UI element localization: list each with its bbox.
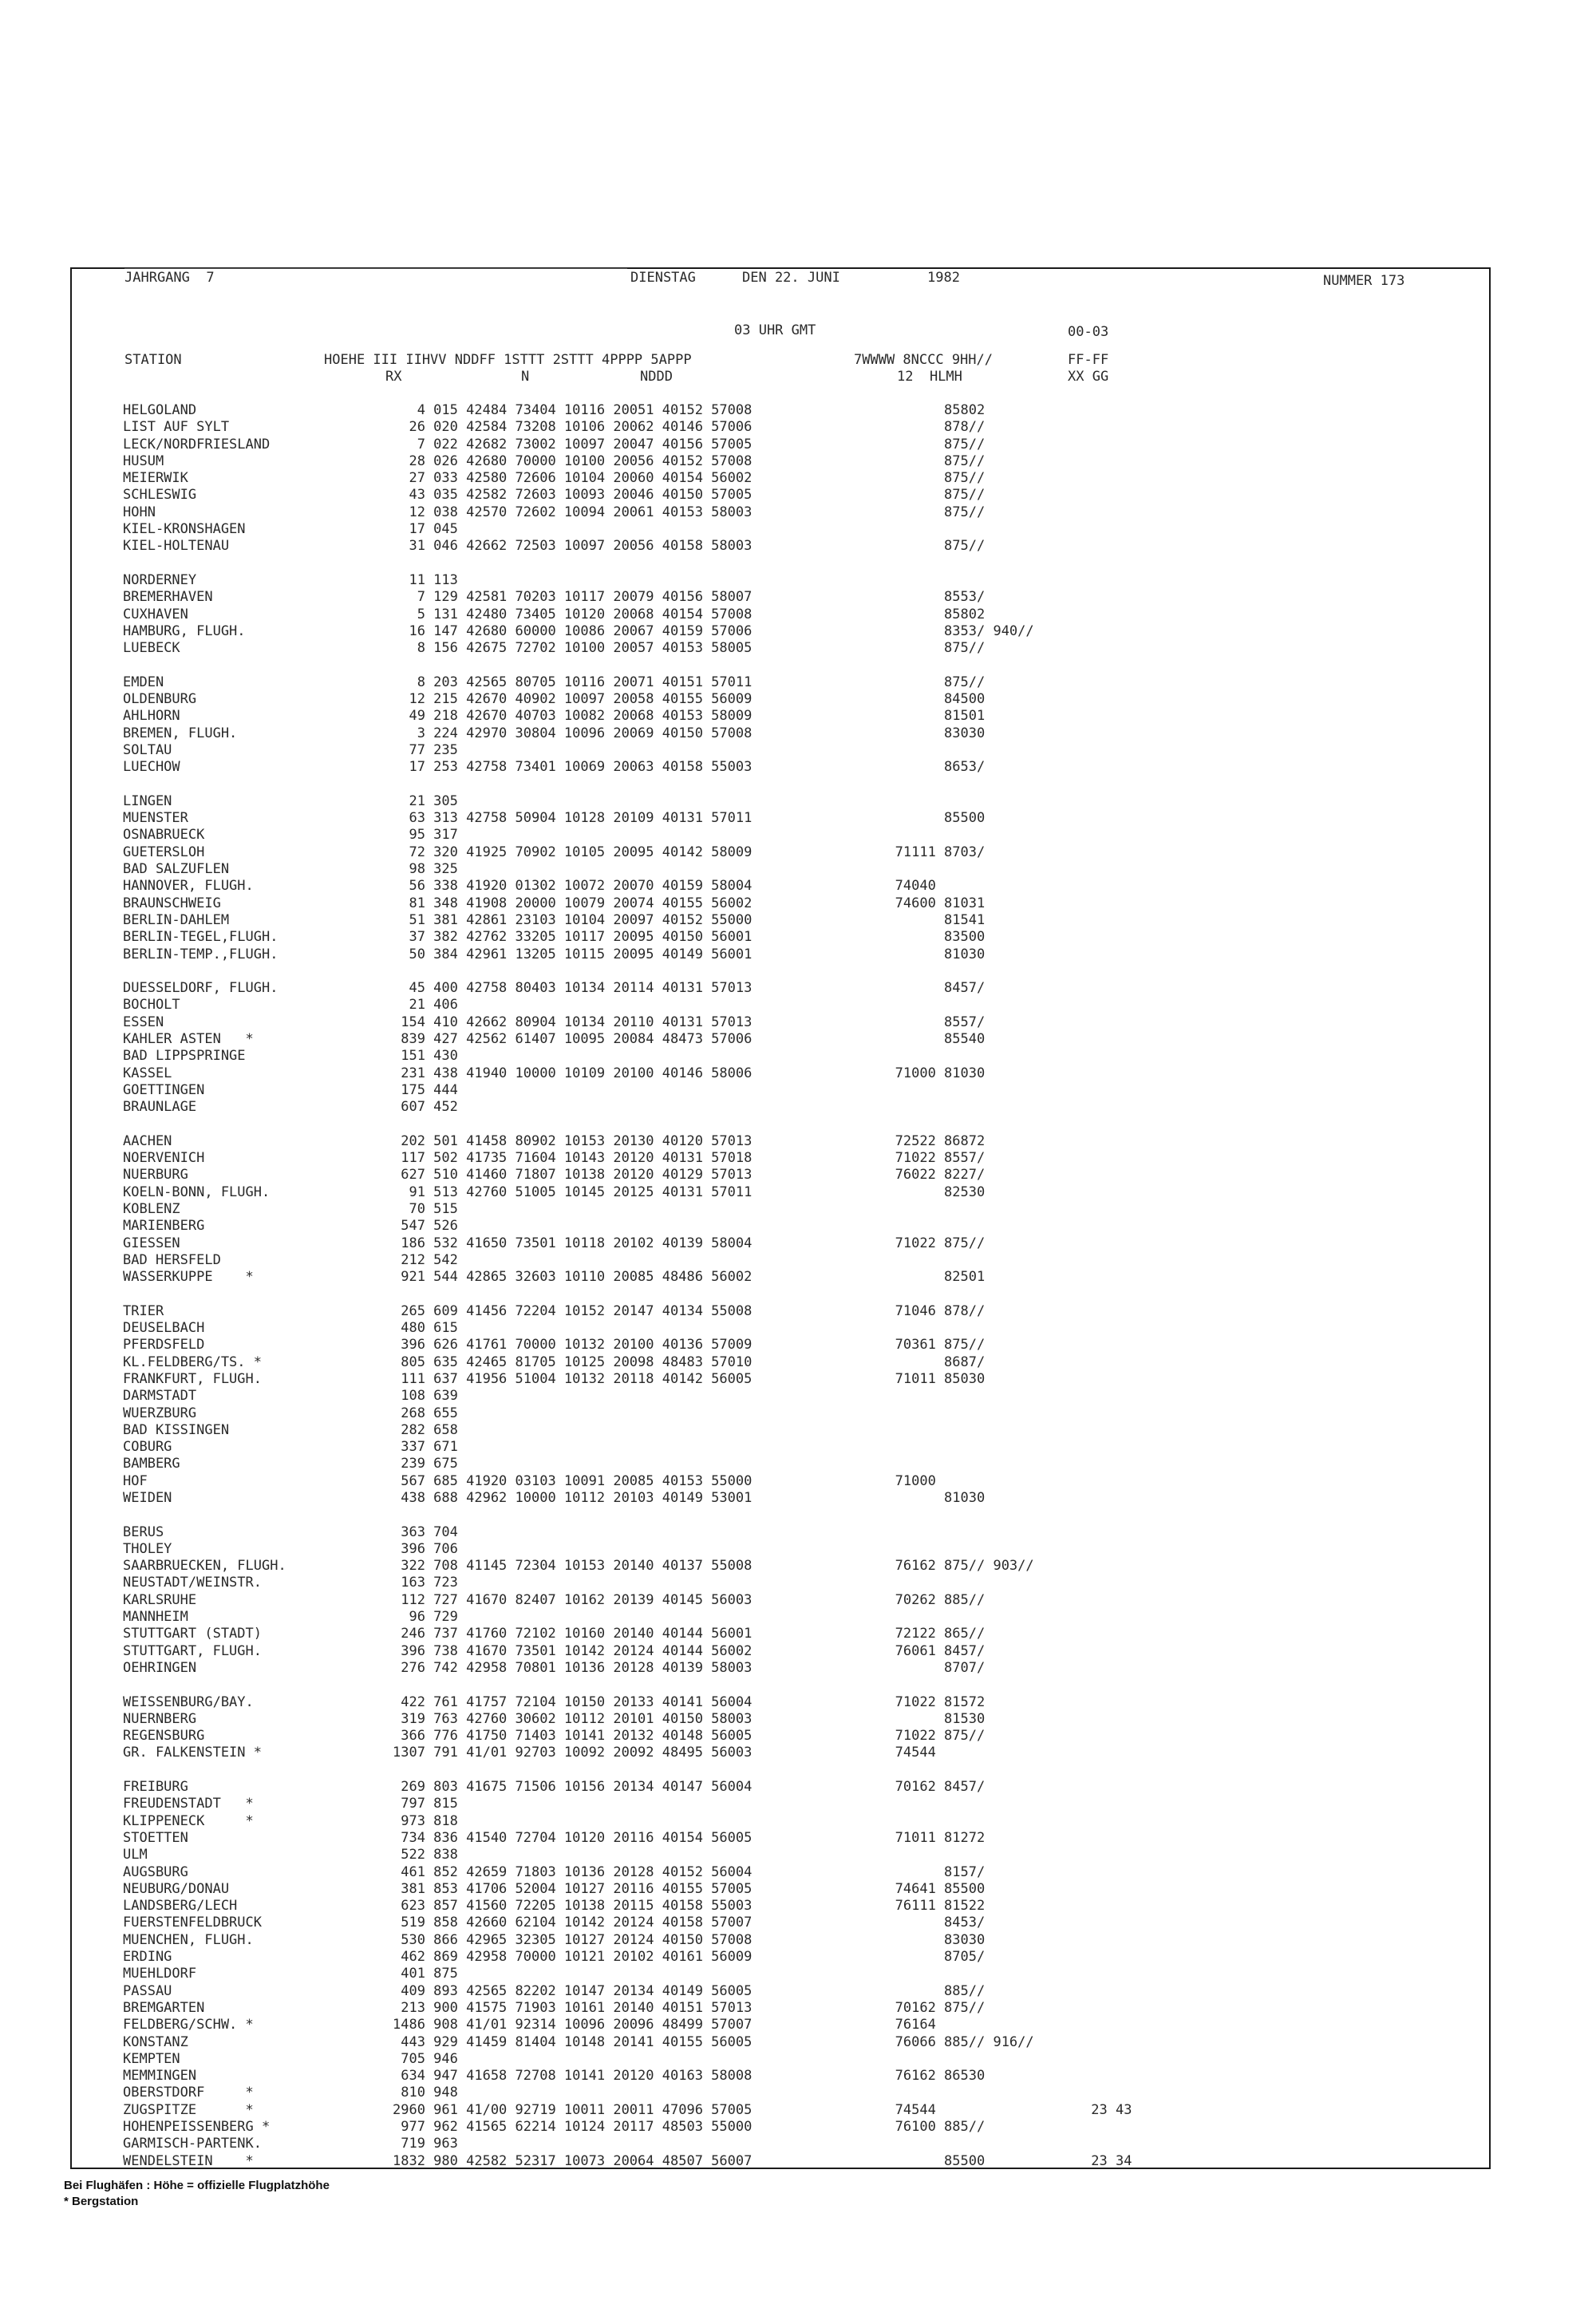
station-extra-groups: 81501 [838,708,986,725]
date: DEN 22. JUNI [742,270,840,286]
station-observation: 43 035 42582 72603 10093 20046 40150 57005 [393,487,753,504]
station-observation: 7 129 42581 70203 10117 20079 40156 58007 [393,589,753,606]
station-observation: 805 635 42465 81705 10125 20098 48483 57010 [393,1354,753,1370]
station-observation: 396 626 41761 70000 10132 20100 40136 57009 [393,1337,753,1354]
station-extra-groups: 85802 [838,402,986,418]
station-extra-groups: 76162 875// 903// [838,1558,1034,1575]
station-extra-groups: 85540 [838,1030,986,1047]
station-name: KIEL-KRONSHAGEN [123,521,246,538]
station-observation: 50 384 42961 13205 10115 20095 40149 56001 [393,946,753,962]
station-name: OEHRINGEN [123,1659,197,1676]
station-extra-groups: 885// [838,1982,986,1999]
station-name: DUESSELDORF, FLUGH. [123,980,279,997]
station-observation: 381 853 41706 52004 10127 20116 40155 57005 [393,1880,753,1897]
footnote-airports: Bei Flughäfen : Höhe = offizielle Flugplatzhöhe [64,2179,330,2192]
station-name: SOLTAU [123,741,172,758]
station-extra-groups: 71000 [838,1472,936,1489]
station-name: OSNABRUECK [123,827,205,844]
station-name: HELGOLAND [123,402,197,418]
station-extra-groups: 71022 875// [838,1235,986,1251]
station-name: LIST AUF SYLT [123,419,230,436]
station-extra-groups: 875// [838,453,986,469]
station-name: PASSAU [123,1982,172,1999]
station-observation: 461 852 42659 71803 10136 20128 40152 56004 [393,1863,753,1880]
station-name: LUECHOW [123,759,180,776]
station-name: FREUDENSTADT * [123,1796,254,1812]
station-observation: 26 020 42584 73208 10106 20062 40146 57006 [393,419,753,436]
weekday: DIENSTAG [630,270,696,286]
station-name: OBERSTDORF * [123,2085,254,2101]
station-name: MEMMINGEN [123,2068,197,2085]
station-extra-groups: 71111 8703/ [838,844,986,860]
station-observation: 72 320 41925 70902 10105 20095 40142 58009 [393,844,753,860]
station-extra-groups: 82501 [838,1269,986,1286]
station-extra-groups: 76066 885// 916// [838,2033,1034,2050]
station-name: KOBLENZ [123,1200,180,1217]
station-extra-groups: 875// [838,487,986,504]
station-observation: 973 818 [393,1812,458,1829]
station-observation: 212 542 [393,1251,458,1268]
station-observation: 567 685 41920 03103 10091 20085 40153 55000 [393,1472,753,1489]
observation-time: 03 UHR GMT [734,322,816,338]
station-observation: 1486 908 41/01 92314 10096 20096 48499 57007 [393,2017,753,2033]
station-observation: 11 113 [393,571,458,588]
station-observation: 634 947 41658 72708 10141 20120 40163 58008 [393,2068,753,2085]
station-name: LANDSBERG/LECH [123,1898,238,1915]
station-name: BAD KISSINGEN [123,1421,230,1438]
station-extra-groups: 81030 [838,946,986,962]
station-observation: 163 723 [393,1575,458,1591]
station-name: NOERVENICH [123,1150,205,1167]
col-hlmh: 12 HLMH [897,369,962,385]
station-observation: 63 313 42758 50904 10128 20109 40131 57011 [393,810,753,827]
station-extra-groups: 878// [838,419,986,436]
station-name: DEUSELBACH [123,1320,205,1337]
station-observation: 438 688 42962 10000 10112 20103 40149 53001 [393,1490,753,1506]
station-extra-groups: 71000 81030 [838,1065,986,1081]
header-rule [124,268,627,269]
station-extra-groups: 8553/ [838,589,986,606]
station-extra-groups: 70162 875// [838,1999,986,2016]
station-extra-groups: 875// [838,640,986,657]
station-name: FUERSTENFELDBRUCK [123,1915,262,1931]
station-name: MEIERWIK [123,470,188,487]
station-observation: 91 513 42760 51005 10145 20125 40131 57011 [393,1184,753,1200]
station-observation: 269 803 41675 71506 10156 20134 40147 56004 [393,1779,753,1796]
station-name: GR. FALKENSTEIN * [123,1745,262,1761]
station-extra-groups: 76100 885// [838,2118,986,2135]
station-observation: 1307 791 41/01 92703 10092 20092 48495 56003 [393,1745,753,1761]
station-name: DARMSTADT [123,1388,197,1405]
period-code: 00-03 [1068,324,1109,340]
station-name: GOETTINGEN [123,1081,205,1098]
station-observation: 117 502 41735 71604 10143 20120 40131 57018 [393,1150,753,1167]
col-rx: RX [385,369,402,385]
station-name: BOCHOLT [123,997,180,1014]
station-name: BREMEN, FLUGH. [123,725,238,741]
jahrgang: JAHRGANG 7 [124,270,215,286]
station-observation: 98 325 [393,861,458,878]
station-name: GUETERSLOH [123,844,205,860]
station-observation: 443 929 41459 81404 10148 20141 40155 56005 [393,2033,753,2050]
station-name: ERDING [123,1949,172,1966]
station-name: BERLIN-DAHLEM [123,911,230,928]
station-extra-groups: 81030 [838,1490,986,1506]
footnote-mountain: * Bergstation [64,2195,139,2208]
station-observation: 396 706 [393,1540,458,1557]
station-observation: 839 427 42562 61407 10095 20084 48473 57006 [393,1030,753,1047]
station-observation: 401 875 [393,1966,458,1982]
station-extra-groups: 76111 81522 [838,1898,986,1915]
station-name: WEIDEN [123,1490,172,1506]
station-name: STUTTGART (STADT) [123,1626,262,1642]
station-observation: 366 776 41750 71403 10141 20132 40148 56005 [393,1728,753,1745]
station-observation: 547 526 [393,1218,458,1235]
station-observation: 21 305 [393,792,458,809]
station-name: BRAUNLAGE [123,1099,197,1116]
station-name: LECK/NORDFRIESLAND [123,436,271,453]
station-extra-groups: 8705/ [838,1949,986,1966]
station-name: NORDERNEY [123,571,197,588]
station-name: OLDENBURG [123,691,197,708]
station-observation: 213 900 41575 71903 10161 20140 40151 57013 [393,1999,753,2016]
station-extra-groups: 8687/ [838,1354,986,1370]
station-observation: 319 763 42760 30602 10112 20101 40150 58003 [393,1710,753,1727]
station-observation: 28 026 42680 70000 10100 20056 40152 57008 [393,453,753,469]
station-observation: 396 738 41670 73501 10142 20124 40144 56002 [393,1642,753,1659]
station-extra-groups: 875// [838,470,986,487]
station-observation: 56 338 41920 01302 10072 20070 40159 58004 [393,878,753,895]
station-extra-groups: 8557/ [838,1014,986,1030]
station-observation: 719 963 [393,2136,458,2152]
station-extra-groups: 74040 [838,878,936,895]
station-name: GIESSEN [123,1235,180,1251]
station-name: STOETTEN [123,1829,188,1846]
station-extra-groups: 84500 [838,691,986,708]
station-extra-groups: 71022 875// [838,1728,986,1745]
station-name: MUENCHEN, FLUGH. [123,1931,254,1948]
station-name: HUSUM [123,453,164,469]
station-name: HOHENPEISSENBERG * [123,2118,271,2135]
station-extra-groups: 81541 [838,911,986,928]
station-observation: 12 038 42570 72602 10094 20061 40153 58003 [393,504,753,520]
station-name: BAD HERSFELD [123,1251,221,1268]
station-name: HOHN [123,504,156,520]
station-name: REGENSBURG [123,1728,205,1745]
station-name: KIEL-HOLTENAU [123,538,230,555]
station-name: AUGSBURG [123,1863,188,1880]
station-extra-groups: 76061 8457/ [838,1642,986,1659]
station-observation: 4 015 42484 73404 10116 20051 40152 57008 [393,402,753,418]
station-extra-groups: 76162 86530 [838,2068,986,2085]
station-extra-groups: 8653/ [838,759,986,776]
station-observation: 112 727 41670 82407 10162 20139 40145 56003 [393,1591,753,1608]
station-name: HANNOVER, FLUGH. [123,878,254,895]
station-extra-groups: 70361 875// [838,1337,986,1354]
station-name: BRAUNSCHWEIG [123,895,221,911]
station-observation: 154 410 42662 80904 10134 20110 40131 57013 [393,1014,753,1030]
station-observation: 422 761 41757 72104 10150 20133 40141 56004 [393,1693,753,1710]
station-name: PFERDSFELD [123,1337,205,1354]
station-observation: 921 544 42865 32603 10110 20085 48486 56002 [393,1269,753,1286]
station-name: TRIER [123,1302,164,1319]
station-observation: 462 869 42958 70000 10121 20102 40161 56009 [393,1949,753,1966]
col-station: STATION [124,352,182,368]
station-name: BREMERHAVEN [123,589,213,606]
station-name: LUEBECK [123,640,180,657]
station-extra-groups: 71022 8557/ [838,1150,986,1167]
station-observation: 480 615 [393,1320,458,1337]
col-wind: FF-FF [1068,352,1109,368]
station-name: BERLIN-TEGEL,FLUGH. [123,929,279,946]
station-name: THOLEY [123,1540,172,1557]
station-name: KOELN-BONN, FLUGH. [123,1184,271,1200]
station-name: BREMGARTEN [123,1999,205,2016]
station-observation: 151 430 [393,1048,458,1065]
station-name: WASSERKUPPE * [123,1269,254,1286]
station-observation: 51 381 42861 23103 10104 20097 40152 55000 [393,911,753,928]
station-observation: 337 671 [393,1439,458,1456]
station-name: SAARBRUECKEN, FLUGH. [123,1558,286,1575]
station-observation: 175 444 [393,1081,458,1098]
station-extra-groups: 71046 878// [838,1302,986,1319]
station-extra-groups: 875// [838,504,986,520]
station-extra-groups: 74641 85500 [838,1880,986,1897]
station-observation: 265 609 41456 72204 10152 20147 40134 55008 [393,1302,753,1319]
station-name: BERUS [123,1523,164,1540]
station-observation: 246 737 41760 72102 10160 20140 40144 56001 [393,1626,753,1642]
station-observation: 231 438 41940 10000 10109 20100 40146 58006 [393,1065,753,1081]
station-extra-groups: 82530 [838,1184,986,1200]
station-observation: 530 866 42965 32305 10127 20124 40150 57008 [393,1931,753,1948]
station-observation: 705 946 [393,2050,458,2067]
station-name: KAHLER ASTEN * [123,1030,254,1047]
issue-number: NUMMER 173 [1323,273,1405,289]
station-observation: 49 218 42670 40703 10082 20068 40153 58009 [393,708,753,725]
station-extra-groups: 70162 8457/ [838,1779,986,1796]
station-name: AACHEN [123,1132,172,1149]
station-extra-groups: 85500 23 34 [838,2152,1132,2169]
station-name: KLIPPENECK * [123,1812,254,1829]
station-name: ESSEN [123,1014,164,1030]
station-name: KL.FELDBERG/TS. * [123,1354,262,1370]
station-extra-groups: 70262 885// [838,1591,986,1608]
station-name: CUXHAVEN [123,606,188,622]
station-name: KASSEL [123,1065,172,1081]
station-name: STUTTGART, FLUGH. [123,1642,262,1659]
station-observation: 268 655 [393,1405,458,1421]
station-observation: 108 639 [393,1388,458,1405]
station-name: KARLSRUHE [123,1591,197,1608]
station-observation: 45 400 42758 80403 10134 20114 40131 57013 [393,980,753,997]
col-codes: HOEHE III IIHVV NDDFF 1STTT 2STTT 4PPPP 5APPP [324,352,692,368]
station-name: KONSTANZ [123,2033,188,2050]
station-extra-groups: 72522 86872 [838,1132,986,1149]
station-observation: 12 215 42670 40902 10097 20058 40155 56009 [393,691,753,708]
station-observation: 16 147 42680 60000 10086 20067 40159 57006 [393,622,753,639]
station-name: BAD LIPPSPRINGE [123,1048,246,1065]
station-extra-groups: 875// [838,538,986,555]
station-name: MARIENBERG [123,1218,205,1235]
station-name: COBURG [123,1439,172,1456]
col-xxgg: XX GG [1068,369,1109,385]
station-name: BERLIN-TEMP.,FLUGH. [123,946,279,962]
station-observation: 797 815 [393,1796,458,1812]
station-observation: 322 708 41145 72304 10153 20140 40137 55008 [393,1558,753,1575]
station-name: FRANKFURT, FLUGH. [123,1370,262,1387]
year: 1982 [927,270,960,286]
station-extra-groups: 74600 81031 [838,895,986,911]
station-extra-groups: 81530 [838,1710,986,1727]
station-extra-groups: 85500 [838,810,986,827]
station-name: SCHLESWIG [123,487,197,504]
station-extra-groups: 74544 [838,1745,936,1761]
station-extra-groups: 76022 8227/ [838,1167,986,1184]
station-extra-groups: 8453/ [838,1915,986,1931]
station-observation: 276 742 42958 70801 10136 20128 40139 58003 [393,1659,753,1676]
station-extra-groups: 83500 [838,929,986,946]
station-name: BAD SALZUFLEN [123,861,230,878]
station-observation: 607 452 [393,1099,458,1116]
station-extra-groups: 72122 865// [838,1626,986,1642]
station-observation: 3 224 42970 30804 10096 20069 40150 57008 [393,725,753,741]
station-name: NUERNBERG [123,1710,197,1727]
bulletin-frame [70,267,1491,2169]
station-observation: 8 156 42675 72702 10100 20057 40153 58005 [393,640,753,657]
station-extra-groups: 85802 [838,606,986,622]
station-observation: 111 637 41956 51004 10132 20118 40142 56005 [393,1370,753,1387]
station-observation: 17 253 42758 73401 10069 20063 40158 55003 [393,759,753,776]
station-extra-groups: 83030 [838,1931,986,1948]
station-name: AHLHORN [123,708,180,725]
station-observation: 409 893 42565 82202 10147 20134 40149 56005 [393,1982,753,1999]
station-observation: 186 532 41650 73501 10118 20102 40139 58004 [393,1235,753,1251]
station-observation: 239 675 [393,1456,458,1472]
station-extra-groups: 71011 81272 [838,1829,986,1846]
station-observation: 8 203 42565 80705 10116 20071 40151 57011 [393,674,753,690]
station-extra-groups: 83030 [838,725,986,741]
station-name: FELDBERG/SCHW. * [123,2017,254,2033]
station-name: MANNHEIM [123,1609,188,1626]
station-observation: 27 033 42580 72606 10104 20060 40154 56002 [393,470,753,487]
station-name: BAMBERG [123,1456,180,1472]
station-observation: 282 658 [393,1421,458,1438]
station-name: NEUBURG/DONAU [123,1880,230,1897]
station-observation: 519 858 42660 62104 10142 20124 40158 57007 [393,1915,753,1931]
station-observation: 202 501 41458 80902 10153 20130 40120 57013 [393,1132,753,1149]
station-observation: 7 022 42682 73002 10097 20047 40156 57005 [393,436,753,453]
station-observation: 31 046 42662 72503 10097 20056 40158 58003 [393,538,753,555]
station-observation: 81 348 41908 20000 10079 20074 40155 56002 [393,895,753,911]
station-observation: 363 704 [393,1523,458,1540]
station-observation: 734 836 41540 72704 10120 20116 40154 56005 [393,1829,753,1846]
station-name: ULM [123,1847,148,1863]
col-codes-extra: 7WWWW 8NCCC 9HH// [854,352,993,368]
station-observation: 21 406 [393,997,458,1014]
station-name: KEMPTEN [123,2050,180,2067]
station-name: MUENSTER [123,810,188,827]
station-extra-groups: 8157/ [838,1863,986,1880]
station-extra-groups: 71022 81572 [838,1693,986,1710]
station-observation: 810 948 [393,2085,458,2101]
station-extra-groups: 875// [838,436,986,453]
station-extra-groups: 8457/ [838,980,986,997]
station-extra-groups: 71011 85030 [838,1370,986,1387]
station-name: HOF [123,1472,148,1489]
station-name: WEISSENBURG/BAY. [123,1693,254,1710]
station-extra-groups: 875// [838,674,986,690]
station-observation: 95 317 [393,827,458,844]
station-name: ZUGSPITZE * [123,2101,254,2118]
station-name: WUERZBURG [123,1405,197,1421]
station-name: NUERBURG [123,1167,188,1184]
station-name: MUEHLDORF [123,1966,197,1982]
station-name: LINGEN [123,792,172,809]
station-observation: 2960 961 41/00 92719 10011 20011 47096 57005 [393,2101,753,2118]
station-name: GARMISCH-PARTENK. [123,2136,262,2152]
station-observation: 37 382 42762 33205 10117 20095 40150 56001 [393,929,753,946]
station-observation: 1832 980 42582 52317 10073 20064 48507 56007 [393,2152,753,2169]
station-name: HAMBURG, FLUGH. [123,622,246,639]
station-observation: 96 729 [393,1609,458,1626]
station-observation: 627 510 41460 71807 10138 20120 40129 57013 [393,1167,753,1184]
station-observation: 77 235 [393,741,458,758]
station-extra-groups: 76164 [838,2017,936,2033]
col-nddd: NDDD [640,369,673,385]
station-extra-groups: 74544 23 43 [838,2101,1132,2118]
station-observation: 70 515 [393,1200,458,1217]
station-name: EMDEN [123,674,164,690]
station-name: WENDELSTEIN * [123,2152,254,2169]
station-name: FREIBURG [123,1779,188,1796]
station-extra-groups: 8707/ [838,1659,986,1676]
station-observation: 522 838 [393,1847,458,1863]
station-name: NEUSTADT/WEINSTR. [123,1575,262,1591]
station-observation: 5 131 42480 73405 10120 20068 40154 57008 [393,606,753,622]
station-extra-groups: 8353/ 940// [838,622,1034,639]
col-n: N [521,369,530,385]
station-observation: 977 962 41565 62214 10124 20117 48503 55000 [393,2118,753,2135]
station-observation: 623 857 41560 72205 10138 20115 40158 55003 [393,1898,753,1915]
station-observation: 17 045 [393,521,458,538]
